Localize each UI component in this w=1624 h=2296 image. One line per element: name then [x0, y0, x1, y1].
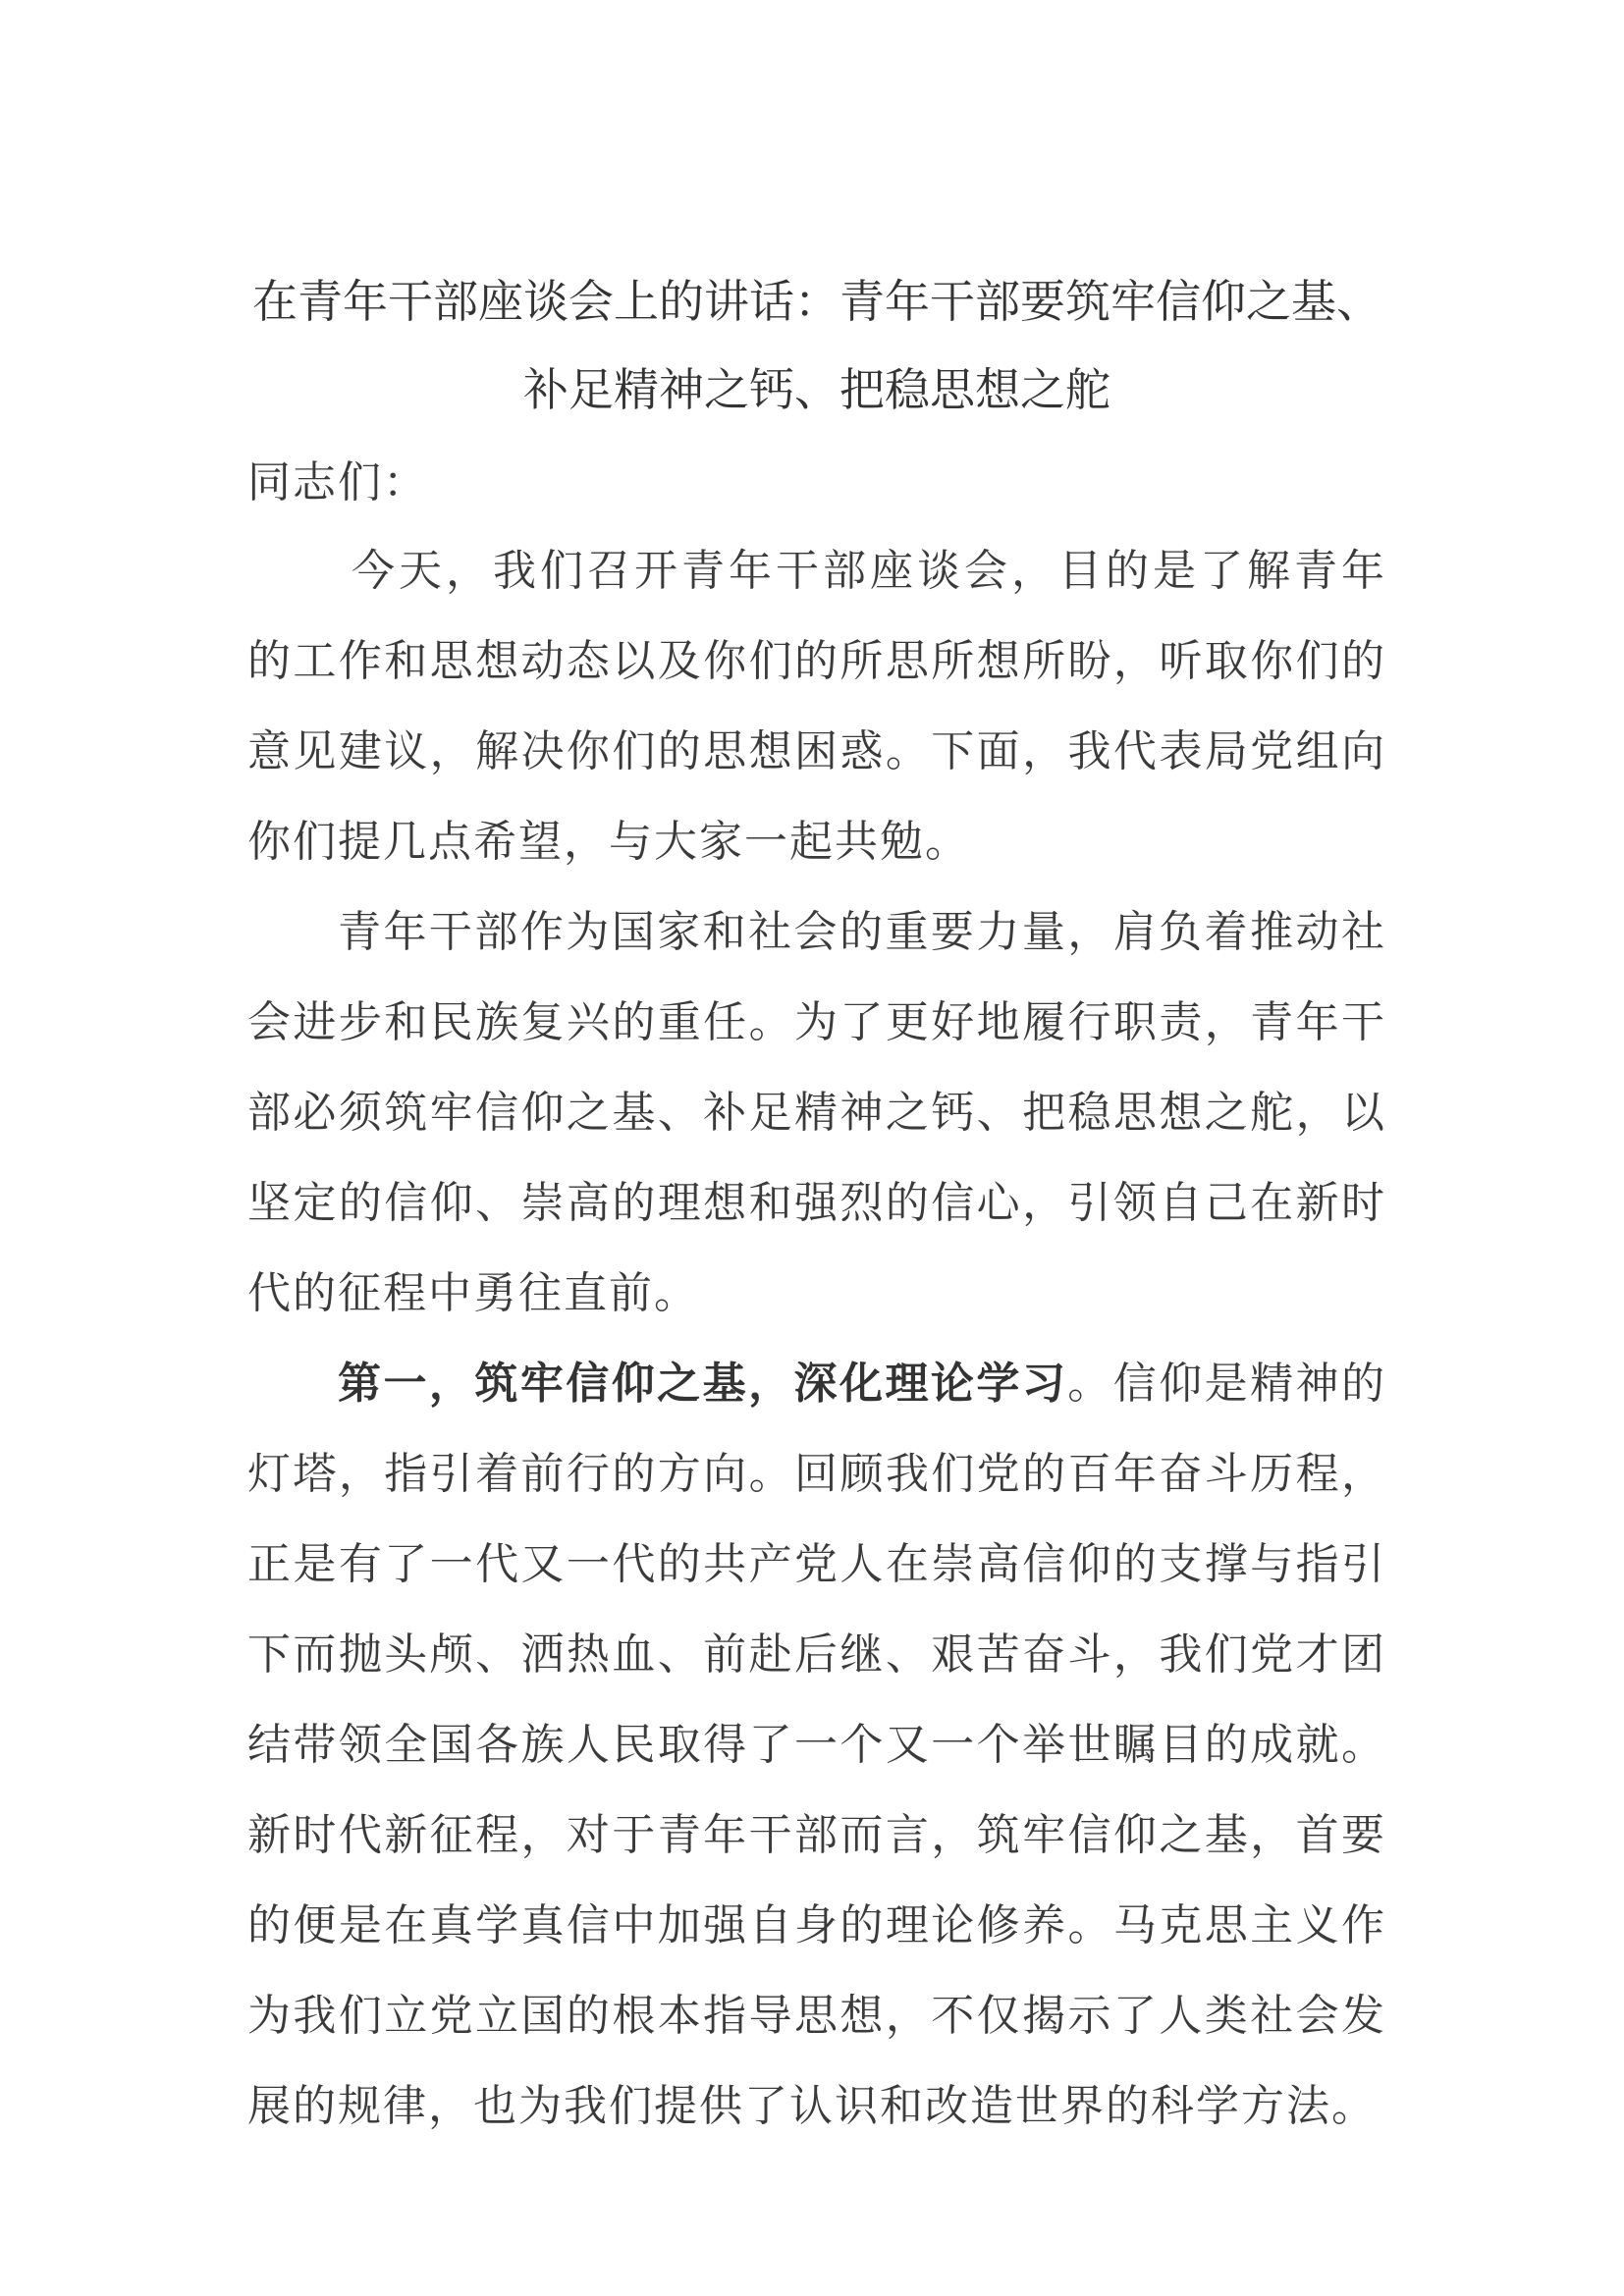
title-line-1: 在青年干部座谈会上的讲话：青年干部要筑牢信仰之基、 — [252, 275, 1381, 328]
document-title — [247, 257, 1386, 434]
first-point-body: 。信仰是精神的灯塔，指引着前行的方向。回顾我们党的百年奋斗历程，正是有了一代又一代的共产党人在崇高信仰的支撑与指引下而抛头颅、洒热血、前赴后继、艰苦奋斗，我们党才团结带领全国各族人民取得了一个又一个举世瞩目的成就。新时代新征程，对于青年干部而言，筑牢信仰之基，首要的便是在真学真信中加强自身的理论修养。马克思主义作为我们立党立国的根本指导思想，不仅揭示了人类社会发展的规律，也为我们提供了认识和改造世界的科学方法。 — [247, 1359, 1387, 2131]
salutation: 同志们： — [247, 457, 428, 507]
document-page — [247, 257, 1386, 2152]
title-line-2: 补足精神之钙、把稳思想之舵 — [523, 363, 1110, 416]
first-point-heading: 第一，筑牢信仰之基，深化理论学习 — [338, 1359, 1068, 1409]
paragraph-first-point — [247, 1339, 1386, 2152]
paragraph-responsibility: 青年干部作为国家和社会的重要力量，肩负着推动社会进步和民族复兴的重任。为了更好地履行职责，青年干部必须筑牢信仰之基、补足精神之钙、把稳思想之舵，以坚定的信仰、崇高的理想和强烈的信心，引领自己在新时代的征程中勇往直前。 — [247, 907, 1386, 1318]
paragraph-intro: 今天，我们召开青年干部座谈会，目的是了解青年的工作和思想动态以及你们的所思所想所盼，听取你们的意见建议，解决你们的思想困惑。下面，我代表局党组向你们提几点希望，与大家一起共勉。 — [247, 546, 1386, 867]
